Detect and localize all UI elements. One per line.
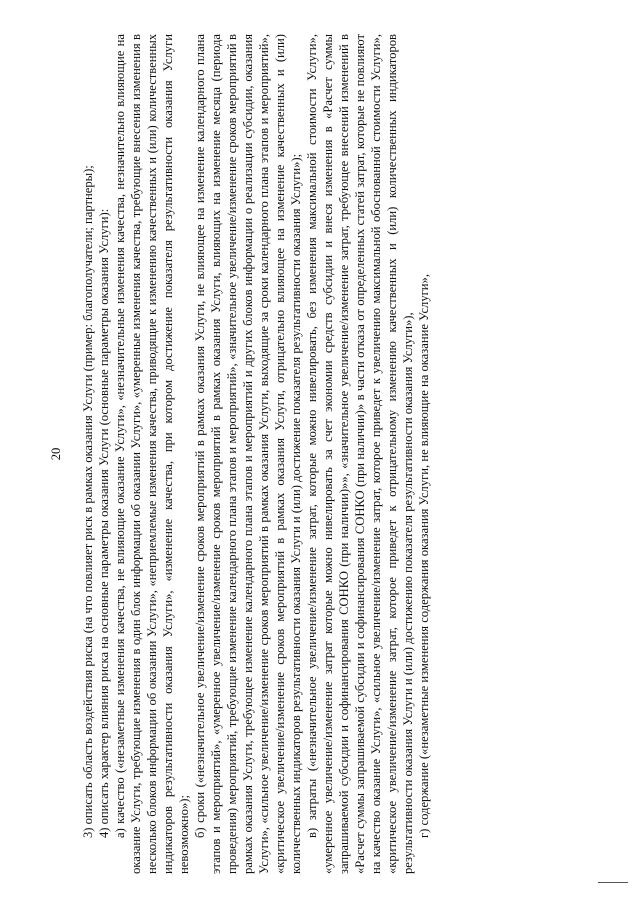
page-header bbox=[48, 34, 64, 874]
paragraph-risk-scope: 3) описать область воздействия риска (на что повлияет риск в рамках оказания Услуги (пример: благополучатели; партнеры); bbox=[81, 165, 95, 838]
document-body bbox=[80, 34, 432, 874]
paragraph-deadlines: б) сроки («незначительное увеличение/изменение сроков мероприятий в рамках оказания Услуги, не влияющее на изменение календарного плана этапов и мероприятий», «умеренное увеличение/изменение сроков мероприятий в рамках оказания Услуги, влияющих на изменение месяца (периода проведения) мероприятий, требующие изменение календарного плана этапов и мероприятий», «значительное увеличение/изменение сроков мероприятий в рамках оказания Услуги, требующее изменение календарного плана этапов и мероприятий и других блоков информации о реализации субсидии, оказания Услуги», «сильное увеличение/изменение сроков мероприятий в рамках оказания Услуги, выходящие за сроки календарного плана этапов и мероприятий», «критическое увеличение/изменение сроков мероприятий в рамках оказания Услуги, отрицательно влияющее на изменение качественных и (или) количественных индикаторов результативности оказания Услуги и (или) достижение показателя результативности оказания Услуги»); bbox=[193, 34, 303, 874]
footer-divider bbox=[598, 882, 628, 883]
rotated-text-block bbox=[48, 34, 608, 874]
paragraph-content: г) содержание («незаметные изменения содержания оказания Услуги, не влияющие на оказание Услуги», bbox=[417, 274, 431, 838]
page-number: 20 bbox=[49, 447, 63, 461]
paragraph-costs: в) затраты («незначительное увеличение/изменение затрат, которые можно нивелировать, без изменения максимальной стоимости Услуги», «умеренное увеличение/изменение затрат которые можно нивелировать за счет экономии средств субсидии и внеся изменения в «Расчет суммы запрашиваемой субсидии и софинансирования СОНКО (при наличии)»», «значительное увеличение/изменение затрат, требующее внесений изменений в «Расчет суммы запрашиваемой субсидии и софинансирования СОНКО (при наличии)» в части отказа от определенных статей затрат, которые не повлияют на качество оказание Услуги», «сильное увеличение/изменение затрат, которое приведет к увеличению максимальной обоснованной стоимости Услуги», «критическое увеличение/изменение затрат, которое приведет к отрицательному изменению качественных и (или) количественных индикаторов результативности оказания Услуги и (или) достижению показателя результативности оказания Услуги»), bbox=[305, 34, 415, 874]
paragraph-risk-impact: 4) описать характер влияния риска на основные параметры оказания Услуги (основные параметры оказания Услуги): bbox=[97, 208, 111, 838]
paragraph-quality: а) качество («незаметные изменения качества, не влияющие оказание Услуги», «незначительные изменения качества, незначительно влияющие на оказание Услуги, требующие изменения в один блок информации об оказании Услуги», «умеренные изменения качества, требующие внесения изменения в несколько блоков информации об оказании Услуги», «неприемлемые изменения качества, приводящие к изменению качественных и (или) количественных индикаторов результативности оказания Услуги», «изменение качества, при котором достижение показателя результативности оказания Услуги невозможно»); bbox=[113, 34, 191, 874]
